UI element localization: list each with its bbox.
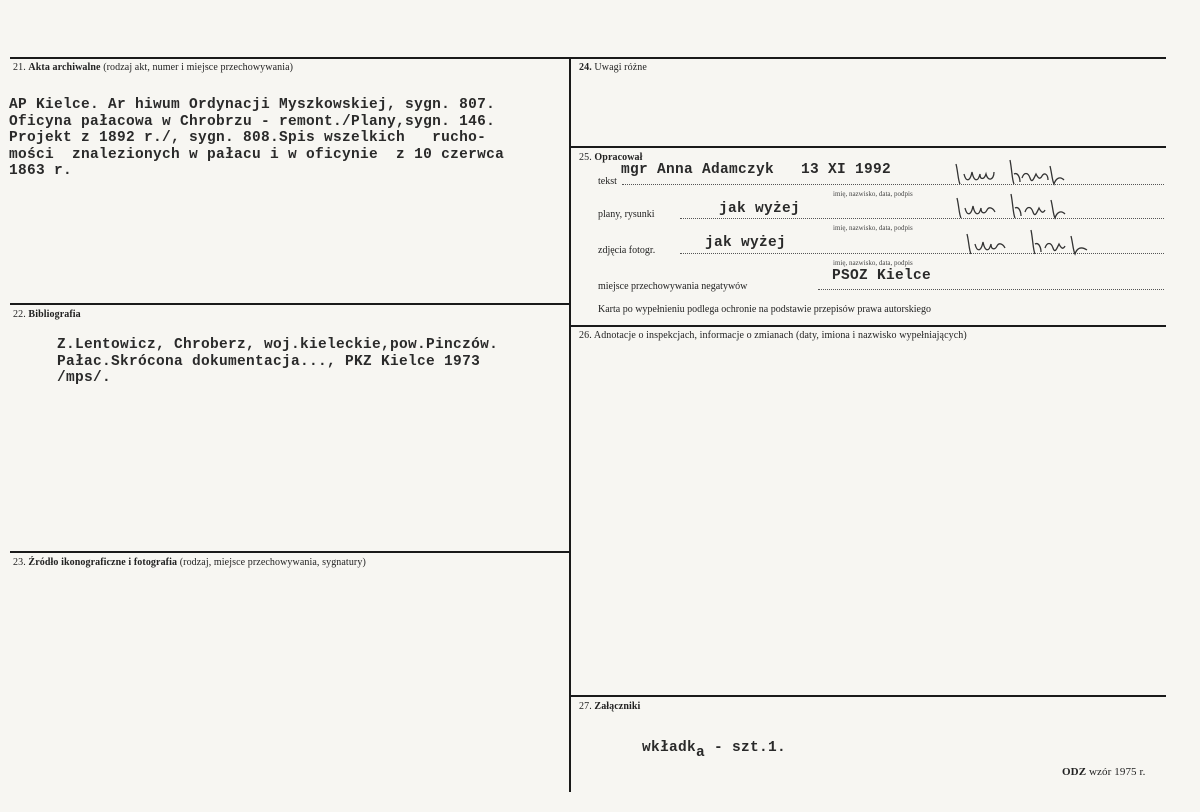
section-24-title: 24. Uwagi różne (579, 62, 647, 73)
tekst-dotted-line (622, 184, 1164, 185)
zdjecia-label: zdjęcia fotogr. (598, 245, 656, 256)
divider-21-22 (10, 303, 570, 305)
attachments-sub: a (696, 744, 706, 761)
bibliography-line-3: /mps/. (57, 370, 112, 386)
zdjecia-hint: imię, nazwisko, data, podpis (833, 259, 913, 267)
miejsce-dotted-line (818, 289, 1164, 290)
archive-text-line-5: 1863 r. (9, 163, 73, 179)
tekst-hint: imię, nazwisko, data, podpis (833, 190, 913, 198)
attachments-main: wkładk (642, 739, 697, 756)
archive-text-line-1: AP Kielce. Ar hiwum Ordynacji Myszkowskiej, sygn. 807. (9, 97, 496, 113)
tekst-value: mgr Anna Adamczyk 13 XI 1992 (621, 162, 892, 178)
miejsce-label: miejsce przechowywania negatywów (598, 281, 748, 292)
attachments-value (606, 723, 786, 773)
copyright-note: Karta po wypełnieniu podlega ochronie na podstawie przepisów prawa autorskiego (598, 304, 931, 315)
section-27-title: 27. Załączniki (579, 701, 641, 712)
bibliography-line-1: Z.Lentowicz, Chroberz, woj.kieleckie,pow.Pinczów. (57, 337, 499, 353)
divider-24-25 (570, 146, 1166, 148)
plany-dotted-line (680, 218, 1164, 219)
plany-label: plany, rysunki (598, 209, 655, 220)
miejsce-value: PSOZ Kielce (832, 268, 932, 284)
archive-text-line-3: Projekt z 1892 r./, sygn. 808.Spis wszelkich rucho- (9, 130, 487, 146)
plany-value: jak wyżej (719, 201, 801, 217)
plany-hint: imię, nazwisko, data, podpis (833, 224, 913, 232)
divider-26-27 (570, 695, 1166, 697)
attachments-rest: - szt.1. (705, 739, 787, 756)
signature-zdjecia (965, 228, 1095, 258)
bibliography-line-2: Pałac.Skrócona dokumentacja..., PKZ Kielce 1973 (57, 353, 481, 370)
section-22-title: 22. Bibliografia (13, 309, 81, 320)
signature-plany (955, 192, 1075, 222)
center-divider (569, 57, 571, 792)
section-25-title: 25. Opracował (579, 152, 643, 163)
form-id: ODZ wzór 1975 r. (1062, 766, 1146, 778)
section-26-title: 26. Adnotacje o inspekcjach, informacje o zmianach (daty, imiona i nazwisko wypełniających) (579, 330, 967, 341)
section-21-title: 21. Akta archiwalne (rodzaj akt, numer i miejsce przechowywania) (13, 62, 294, 73)
archive-text-line-2: Oficyna pałacowa w Chrobrzu - remont./Plany,sygn. 146. (9, 113, 496, 130)
archive-text-line-4: mości znalezionych w pałacu i w oficynie z 10 czerwca (9, 146, 505, 163)
divider-25-26 (570, 325, 1166, 327)
zdjecia-value: jak wyżej (705, 235, 787, 251)
divider-23 (10, 551, 570, 553)
top-rule (10, 57, 1166, 59)
tekst-label: tekst (598, 176, 617, 187)
section-23-title: 23. Źródło ikonograficzne i fotografia (rodzaj, miejsce przechowywania, sygnatury) (13, 557, 366, 568)
signature-tekst (954, 158, 1074, 188)
